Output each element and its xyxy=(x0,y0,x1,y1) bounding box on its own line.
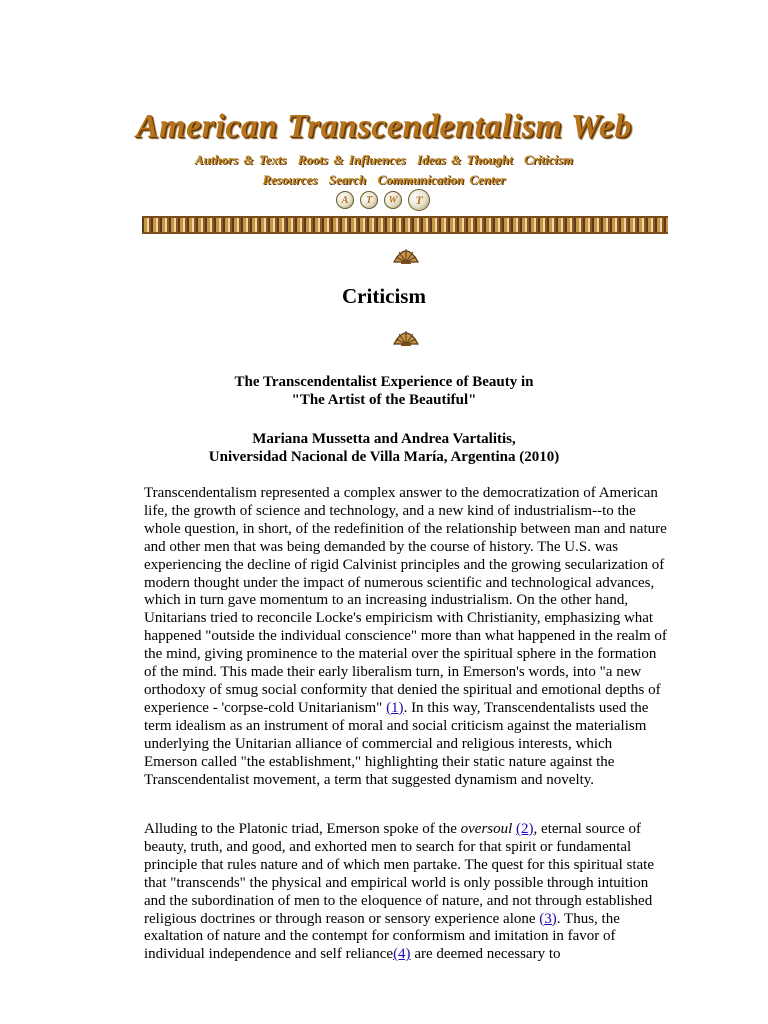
authors-affiliation: Universidad Nacional de Villa María, Argentina (2010) xyxy=(208,449,560,465)
paragraph-text: Transcendentalism represented a complex answer to the democratization of American life, the growth of science and technology, and a new kind of industrialism--to the whole question, in short, of the redefinition of the relationship between man and nature and other men that was being demanded by the course of history. The U.S. was experiencing the decline of rigid Calvinist principles and the growing secularization of modern thought under the impact of numerous scientific and technological advances, which in turn gave momentum to an increasing industrialism. On the other hand, Unitarians tried to reconcile Locke's empiricism with Christianity, emphasizing what happened "outside the individual conscience" more than what happened in the realm of the mind, giving prominence to the material over the spiritual sphere in the formation of the mind. This made their early liberalism turn, in Emerson's words, into "a new orthodoxy of smug social conformity that denied the spiritual and emotional depths of experience - 'corpse-cold Unitarianism" xyxy=(144,485,667,716)
nav-search-link[interactable]: Search xyxy=(328,172,367,187)
paragraph-text: , eternal source of beauty, truth, and good, and exhorted men to search for that spirit or fundamental principle that rules nature and of which men partake. The quest for this spiritual state that "transcends" the physical and empirical world is only possible through intuition and the subordination of men to the eloquence of nature, and not through established religious doctrines or through reason or sensory experience alone xyxy=(144,821,654,927)
shell-ornament-icon xyxy=(392,326,420,346)
body-paragraph-1 xyxy=(144,485,668,789)
paragraph-text: . In this way, Transcendentalists used the term idealism as an instrument of moral and social criticism against the materialism underlying the Unitarian alliance of commercial and religious interests, which Emerson called "the establishment," highlighting their static nature against the Transcendentalist movement, a term that suggested dynamism and novelty. xyxy=(144,699,649,788)
circle-button-t[interactable]: T xyxy=(360,191,378,209)
circle-button-w[interactable]: W xyxy=(384,191,402,209)
ornamental-divider xyxy=(142,216,668,234)
site-title[interactable]: American Transcendentalism Web xyxy=(135,108,633,145)
nav-authors-texts-link[interactable]: Authors & Texts xyxy=(194,152,287,167)
body-paragraph-2 xyxy=(144,821,668,964)
footnote-link-2[interactable]: (2) xyxy=(516,821,534,837)
article-title xyxy=(0,373,768,409)
footnote-link-3[interactable]: (3) xyxy=(539,910,557,927)
authors-names: Mariana Mussetta and Andrea Vartalitis, xyxy=(252,431,516,447)
nav-row-primary xyxy=(0,152,768,168)
nav-row-secondary xyxy=(0,172,768,188)
shell-ornament-icon xyxy=(392,244,420,264)
paragraph-text: are deemed necessary to xyxy=(410,946,561,963)
article-title-line-2: "The Artist of the Beautiful" xyxy=(291,392,477,408)
article-authors xyxy=(0,430,768,466)
page-title: Criticism xyxy=(342,284,426,308)
nav-communication-center-link[interactable]: Communication Center xyxy=(377,172,506,187)
nav-resources-link[interactable]: Resources xyxy=(262,172,318,187)
nav-criticism-link[interactable]: Criticism xyxy=(524,152,574,167)
nav-roots-influences-link[interactable]: Roots & Influences xyxy=(297,152,406,167)
paragraph-text: . Thus, the exaltation of nature and the contempt for conformism and imitation in favor of individual independence and self reliance xyxy=(144,910,620,963)
oversoul-term: oversoul xyxy=(460,821,513,837)
circle-button-t-large[interactable]: T xyxy=(408,189,430,211)
footnote-link-4[interactable]: (4) xyxy=(393,946,411,963)
site-buttons xyxy=(336,191,430,211)
circle-button-a[interactable]: A xyxy=(336,191,354,209)
article-title-line-1: The Transcendentalist Experience of Beauty in xyxy=(234,374,534,390)
paragraph-text: Alluding to the Platonic triad, Emerson spoke of the xyxy=(144,821,461,837)
nav-ideas-thought-link[interactable]: Ideas & Thought xyxy=(417,152,513,167)
footnote-link-1[interactable]: (1) xyxy=(386,699,404,716)
